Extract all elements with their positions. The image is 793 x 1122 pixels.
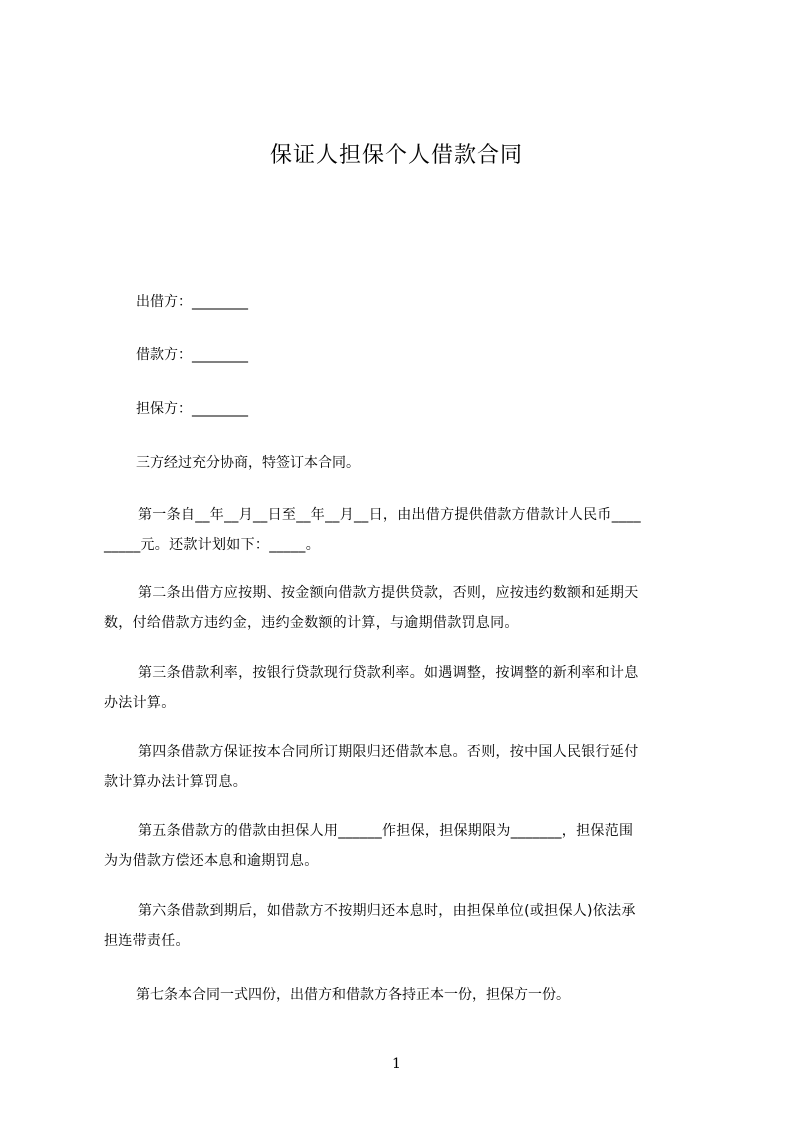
article-5-line-1: 第五条借款方的借款由担保人用______作担保，担保期限为_______，担保范围 (138, 823, 634, 839)
page-number: 1 (392, 1056, 401, 1072)
article-4-line-2: 款计算办法计算罚息。 (104, 774, 247, 790)
guarantor-field: 担保方：________ (136, 401, 248, 417)
article-1-line-2: _____元。还款计划如下：_____。 (104, 537, 320, 553)
article-2 (104, 578, 702, 638)
article-6-line-1: 第六条借款到期后，如借款方不按期归还本息时，由担保单位(或担保人)依法承 (138, 903, 636, 919)
article-2-line-2: 数，付给借款方违约金，违约金数额的计算，与逾期借款罚息同。 (104, 615, 519, 631)
article-6 (104, 896, 702, 956)
article-3-line-2: 办法计算。 (104, 695, 176, 711)
article-5-line-2: 为为借款方偿还本息和逾期罚息。 (104, 853, 319, 869)
document-title: 保证人担保个人借款合同 (269, 143, 523, 168)
article-3-line-1: 第三条借款利率，按银行贷款现行贷款利率。如遇调整，按调整的新利率和计息 (138, 665, 639, 681)
article-5 (104, 816, 702, 876)
lender-field: 出借方：________ (136, 294, 248, 310)
article-1 (104, 500, 702, 560)
article-1-line-1: 第一条自__年__月__日至__年__月__日，由出借方提供借款方借款计人民币____ (138, 507, 641, 523)
intro-text: 三方经过充分协商，特签订本合同。 (136, 455, 360, 471)
article-3 (104, 658, 702, 718)
article-6-line-2: 担连带责任。 (104, 933, 190, 949)
borrower-field: 借款方：________ (136, 347, 248, 363)
article-4 (104, 737, 702, 797)
article-4-line-1: 第四条借款方保证按本合同所订期限归还借款本息。否则，按中国人民银行延付 (138, 744, 639, 760)
article-7: 第七条本合同一式四份，出借方和借款方各持正本一份，担保方一份。 (136, 987, 570, 1003)
article-2-line-1: 第二条出借方应按期、按金额向借款方提供贷款，否则，应按违约数额和延期天 (138, 585, 639, 601)
